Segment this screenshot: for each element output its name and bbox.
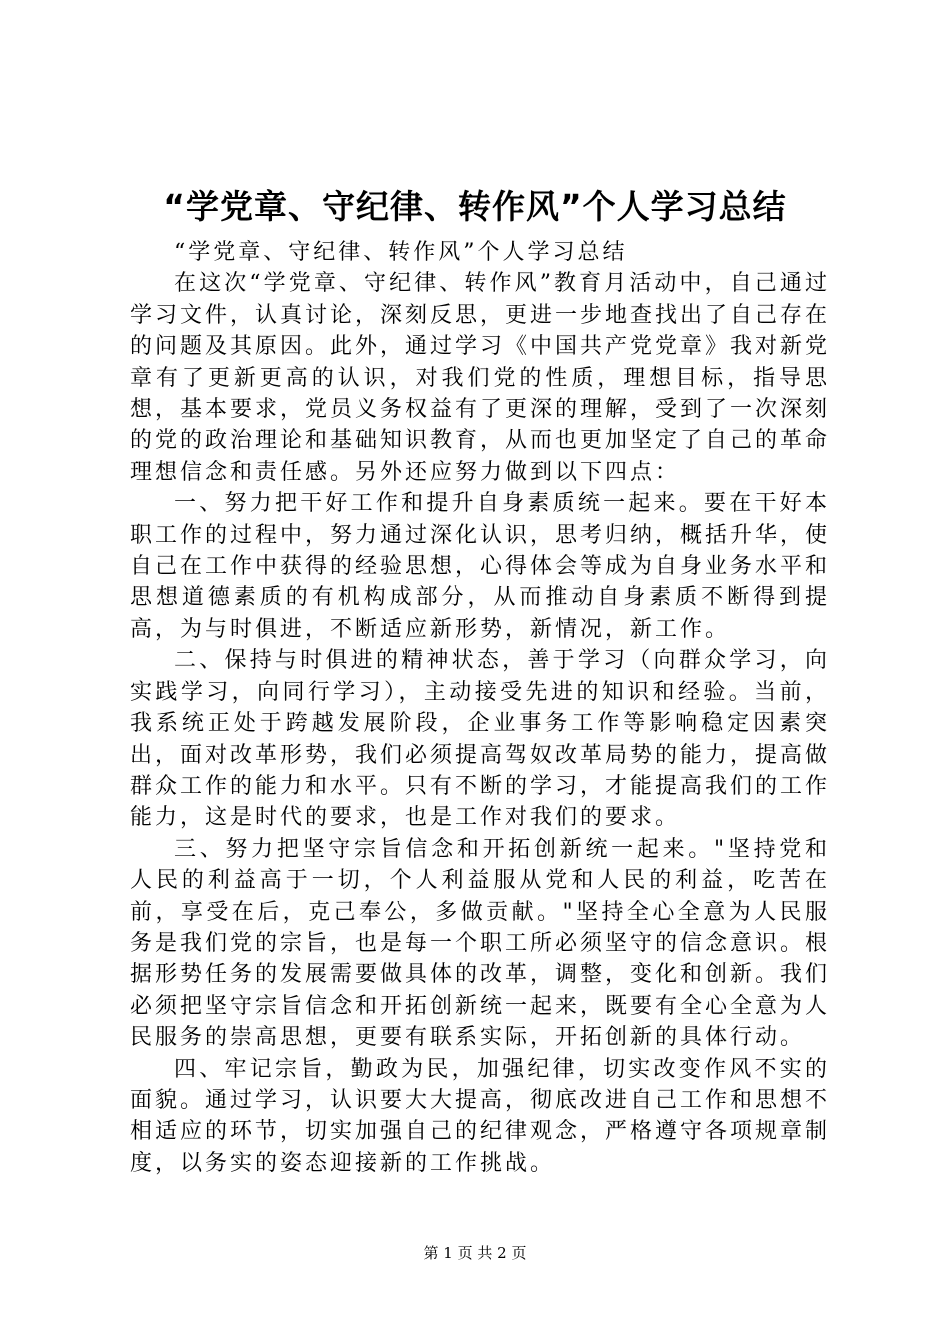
body-paragraph-point-3: 三、努力把坚守宗旨信念和开拓创新统一起来。"坚持党和人民的利益高于一切，个人利益服从党和人民的利益，吃苦在前，享受在后，克己奉公，多做贡献。"坚持全心全意为人民服务是我们党的宗旨，也是每一个职工所必须坚守的信念意识。根据形势任务的发展需要做具体的改革，调整，变化和创新。我们必须把坚守宗旨信念和开拓创新统一起来，既要有全心全意为人民服务的崇高思想，更要有联系实际，开拓创新的具体行动。 — [130, 836, 831, 1051]
page-number-footer: 第 1 页 共 2 页 — [423, 1244, 527, 1262]
body-paragraph-point-4: 四、牢记宗旨，勤政为民，加强纪律，切实改变作风不实的面貌。通过学习，认识要大大提高，彻底改进自己工作和思想不相适应的环节，切实加强自己的纪律观念，严格遵守各项规章制度，以务实的姿态迎接新的工作挑战。 — [130, 1056, 831, 1176]
document-title: “学党章、守纪律、转作风”个人学习总结 — [163, 187, 787, 226]
body-paragraph-point-2: 二、保持与时俱进的精神状态，善于学习（向群众学习，向实践学习，向同行学习），主动接受先进的知识和经验。当前，我系统正处于跨越发展阶段，企业事务工作等影响稳定因素突出，面对改革形势，我们必须提高驾奴改革局势的能力，提高做群众工作的能力和水平。只有不断的学习，才能提高我们的工作能力，这是时代的要求，也是工作对我们的要求。 — [130, 648, 831, 831]
body-paragraph-subtitle: “学党章、守纪律、转作风”个人学习总结 — [174, 240, 628, 265]
document-body — [130, 237, 830, 1179]
body-paragraph-intro: 在这次“学党章、守纪律、转作风”教育月活动中，自己通过学习文件，认真讨论，深刻反思，更进一步地查找出了自己存在的问题及其原因。此外，通过学习《中国共产党党章》我对新党章有了更新更高的认识，对我们党的性质，理想目标，指导思想，基本要求，党员义务权益有了更深的理解，受到了一次深刻的党的政治理论和基础知识教育，从而也更加坚定了自己的革命理想信念和责任感。另外还应努力做到以下四点： — [130, 271, 831, 485]
body-paragraph-point-1: 一、努力把干好工作和提升自身素质统一起来。要在干好本职工作的过程中，努力通过深化认识，思考归纳，概括升华，使自己在工作中获得的经验思想，心得体会等成为自身业务水平和思想道德素质的有机构成部分，从而推动自身素质不断得到提高，为与时俱进，不断适应新形势，新情况，新工作。 — [130, 491, 831, 642]
